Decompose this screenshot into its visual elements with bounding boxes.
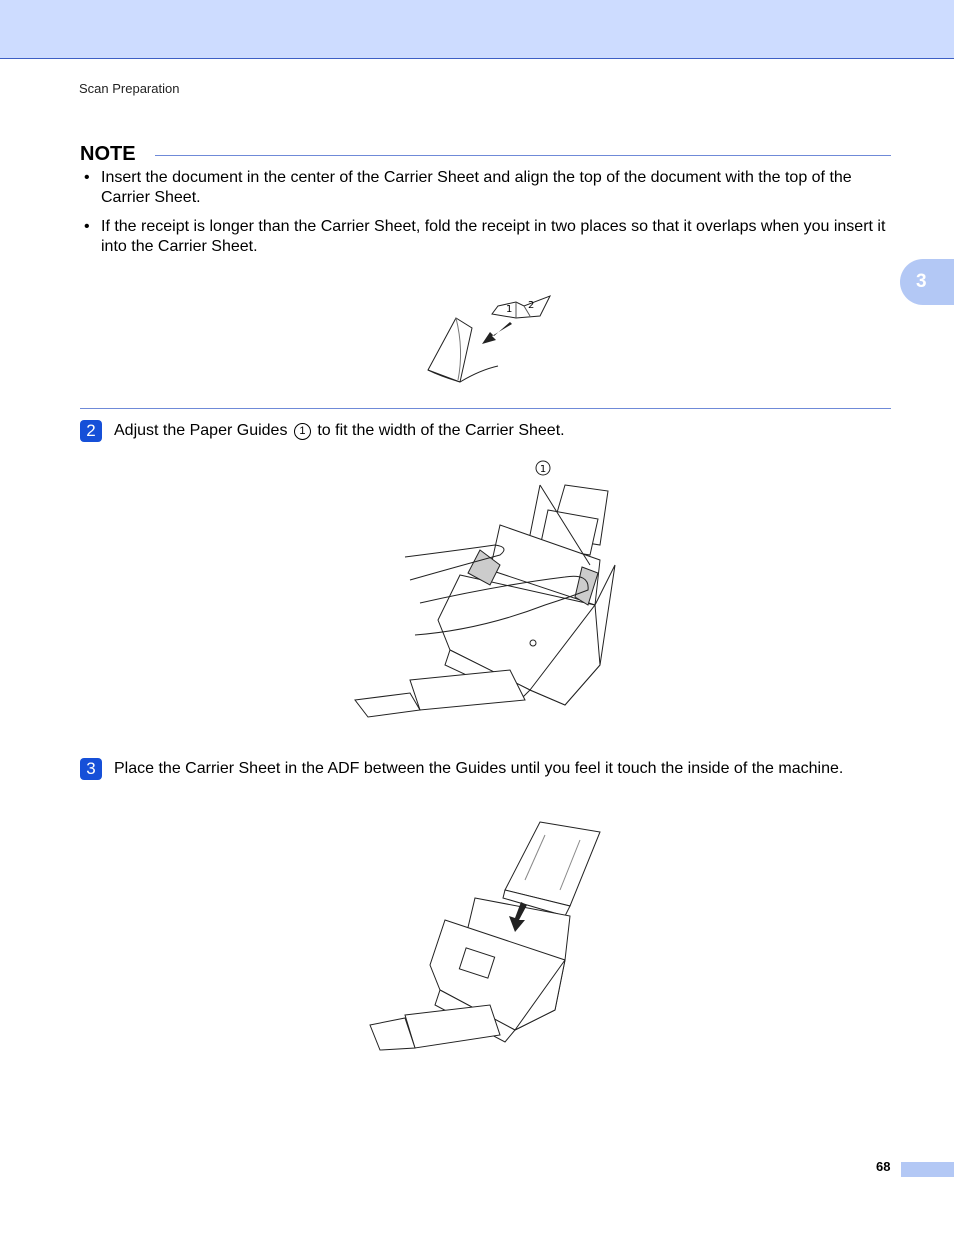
section-divider [80, 408, 891, 409]
carrier-sheet-illustration [420, 290, 560, 390]
running-title: Scan Preparation [79, 81, 180, 96]
list-item [84, 168, 892, 208]
header-band [0, 0, 954, 59]
callout-label: 1 [539, 464, 547, 475]
step-text-before: Adjust the Paper Guides [114, 422, 288, 439]
step-text-after: to fit the width of the Carrier Sheet. [317, 422, 565, 439]
bullet: • [84, 218, 90, 235]
note-divider [155, 155, 891, 156]
svg-text:1: 1 [506, 304, 513, 315]
step-number-badge: 3 [80, 758, 102, 780]
svg-text:2: 2 [528, 300, 535, 311]
step-number-badge: 2 [80, 420, 102, 442]
adjust-guides-illustration [350, 455, 630, 735]
bullet: • [84, 169, 90, 186]
note-item-text: Insert the document in the center of the Carrier Sheet and align the top of the document with the top of the Carrier Sheet. [101, 169, 852, 206]
note-item-text: If the receipt is longer than the Carrier Sheet, fold the receipt in two places so that it overlaps when you insert it into the Carrier Sheet. [101, 218, 886, 255]
chapter-tab[interactable]: 3 [900, 259, 954, 305]
page-tab [901, 1162, 954, 1177]
list-item [84, 217, 892, 257]
step-text: Place the Carrier Sheet in the ADF between the Guides until you feel it touch the inside of the machine. [114, 760, 844, 777]
note-list [84, 168, 892, 266]
page-number: 68 [876, 1159, 891, 1174]
insert-carrier-sheet-illustration [365, 820, 615, 1060]
step-text [114, 421, 565, 441]
callout-marker: 1 [294, 423, 311, 440]
note-heading: NOTE [80, 143, 136, 165]
